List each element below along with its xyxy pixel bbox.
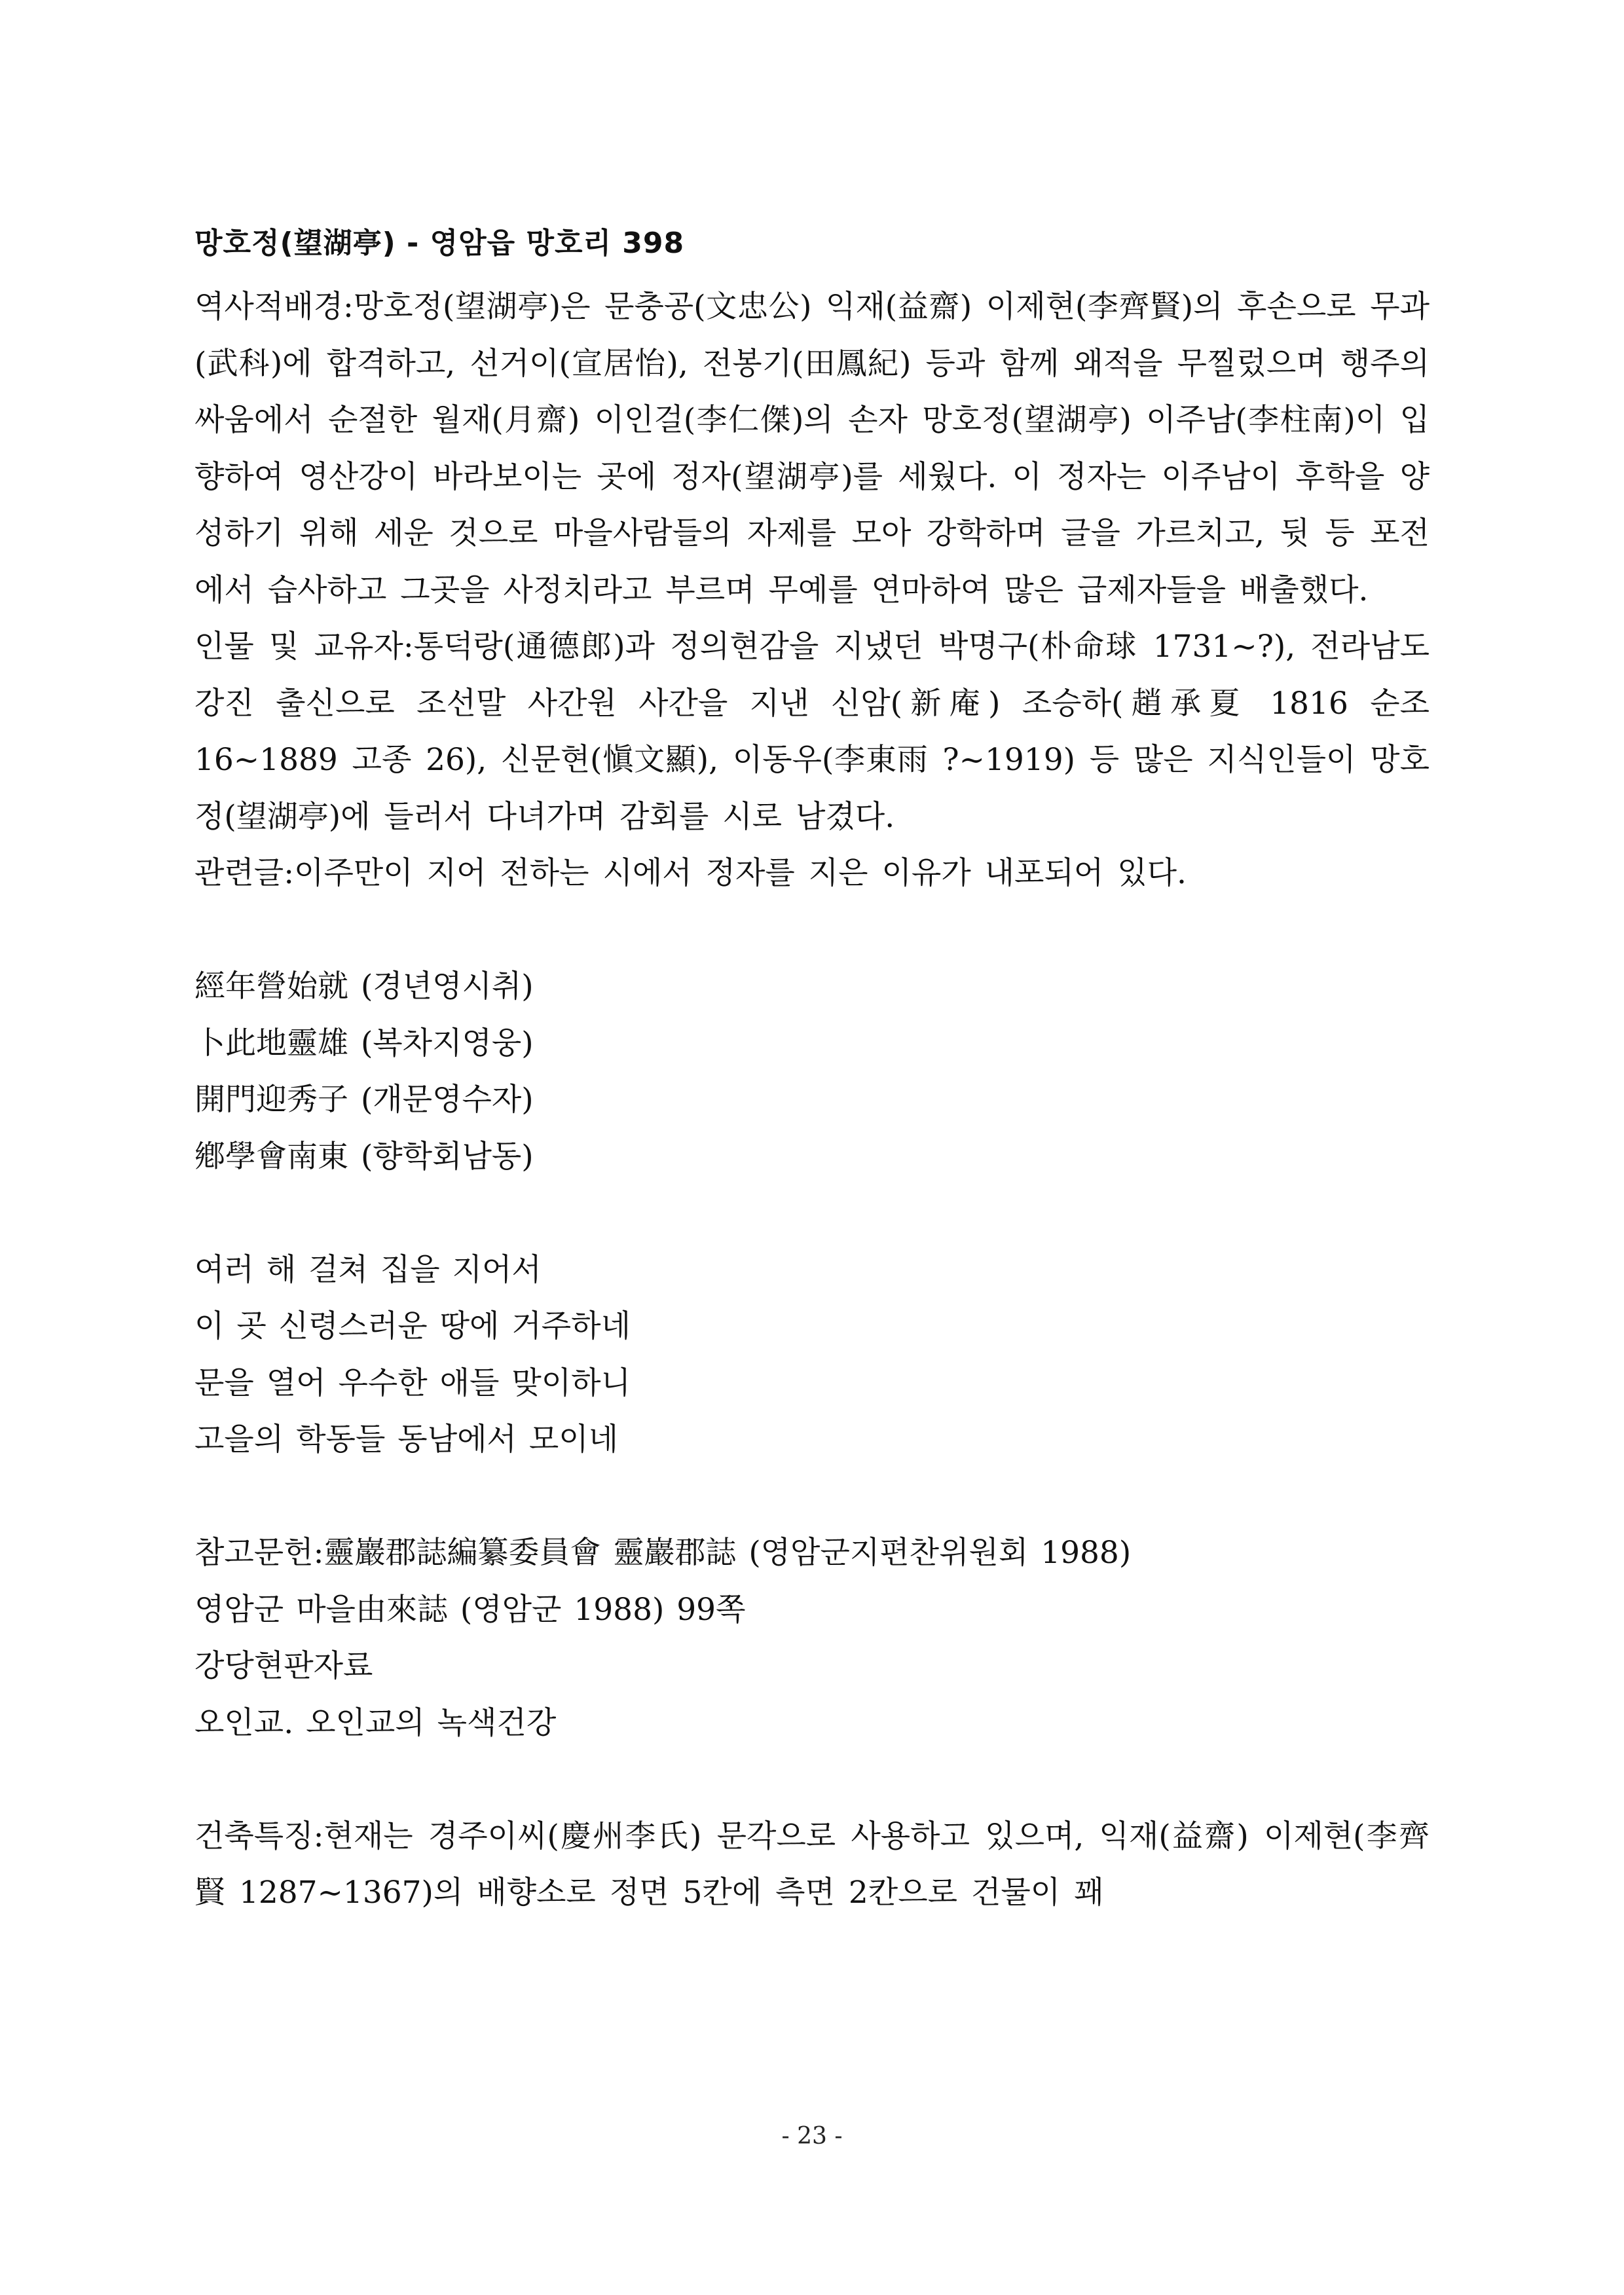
poem-hanja-line: 經年營始就 (경년영시취) (194, 968, 534, 1004)
reference-item: 오인교. 오인교의 녹색건강 (194, 1704, 557, 1741)
page-title: 망호정(望湖亭) - 영암읍 망호리 398 (194, 227, 685, 260)
related-paragraph: 관련글:이주만이 지어 전하는 시에서 정자를 지은 이유가 내포되어 있다. (194, 855, 1187, 891)
history-paragraph: 역사적배경:망호정(望湖亭)은 문충공(文忠公) 익재(益齋) 이제현(李齊賢)의 후손으로 무과(武科)에 합격하고, 선거이(宣居怡), 전봉기(田鳳紀) 등과 함께 왜적을 무찔렀으며 행주의 싸움에서 순절한 월재(月齋) 이인걸(李仁傑)의 손자 망호정(望湖亭) 이주남(李柱南)이 입향하여 영산강이 바라보이는 곳에 정자(望湖亭)를 세웠다. 이 정자는 이주남이 후학을 양성하기 위해 세운 것으로 마을사람들의 자제를 모아 강학하며 글을 가르치고, 뒷 등 포전에서 습사하고 그곳을 사정치라고 부르며 무예를 연마하여 많은 급제자들을 배출했다. (194, 289, 1430, 608)
poem-korean-line: 문을 열어 우수한 애들 맞이하니 (194, 1365, 631, 1401)
reference-item: 영암군 마을由來誌 (영암군 1988) 99쪽 (194, 1591, 746, 1628)
poem-hanja (194, 959, 1430, 1185)
poem-korean-line: 이 곳 신령스러운 땅에 거주하네 (194, 1308, 631, 1344)
poem-korean (194, 1242, 1430, 1469)
reference-item: 강당현판자료 (194, 1648, 373, 1684)
poem-hanja-line: 卜此地靈雄 (복차지영웅) (194, 1025, 534, 1061)
references-list (194, 1525, 1430, 1752)
people-paragraph: 인물 및 교유자:통덕랑(通德郎)과 정의현감을 지냈던 박명구(朴命球 1731~?), 전라남도 강진 출신으로 조선말 사간원 사간을 지낸 신암(新庵) 조승하(趙承夏 1816 순조16~1889 고종 26), 신문현(愼文顯), 이동우(李東雨 ?~1919) 등 많은 지식인들이 망호정(望湖亭)에 들러서 다녀가며 감회를 시로 남겼다. (194, 629, 1430, 835)
architecture-paragraph: 건축특징:현재는 경주이씨(慶州李氏) 문각으로 사용하고 있으며, 익재(益齋) 이제현(李齊賢 1287~1367)의 배향소로 정면 5칸에 측면 2칸으로 건물이 꽤 (194, 1818, 1430, 1911)
poem-korean-line: 고을의 학동들 동남에서 모이네 (194, 1422, 619, 1458)
spacer (194, 1185, 1430, 1242)
spacer (194, 902, 1430, 959)
reference-item: 참고문헌:靈巖郡誌編纂委員會 靈巖郡誌 (영암군지편찬위원회 1988) (194, 1535, 1132, 1571)
document-body (194, 223, 1430, 1922)
page-number: - 23 - (781, 2123, 843, 2150)
spacer (194, 1469, 1430, 1526)
poem-hanja-line: 開門迎秀子 (개문영수자) (194, 1082, 534, 1118)
poem-hanja-line: 鄕學會南東 (향학회남동) (194, 1138, 534, 1175)
spacer (194, 1752, 1430, 1808)
poem-korean-line: 여러 해 걸쳐 집을 지어서 (194, 1251, 542, 1288)
